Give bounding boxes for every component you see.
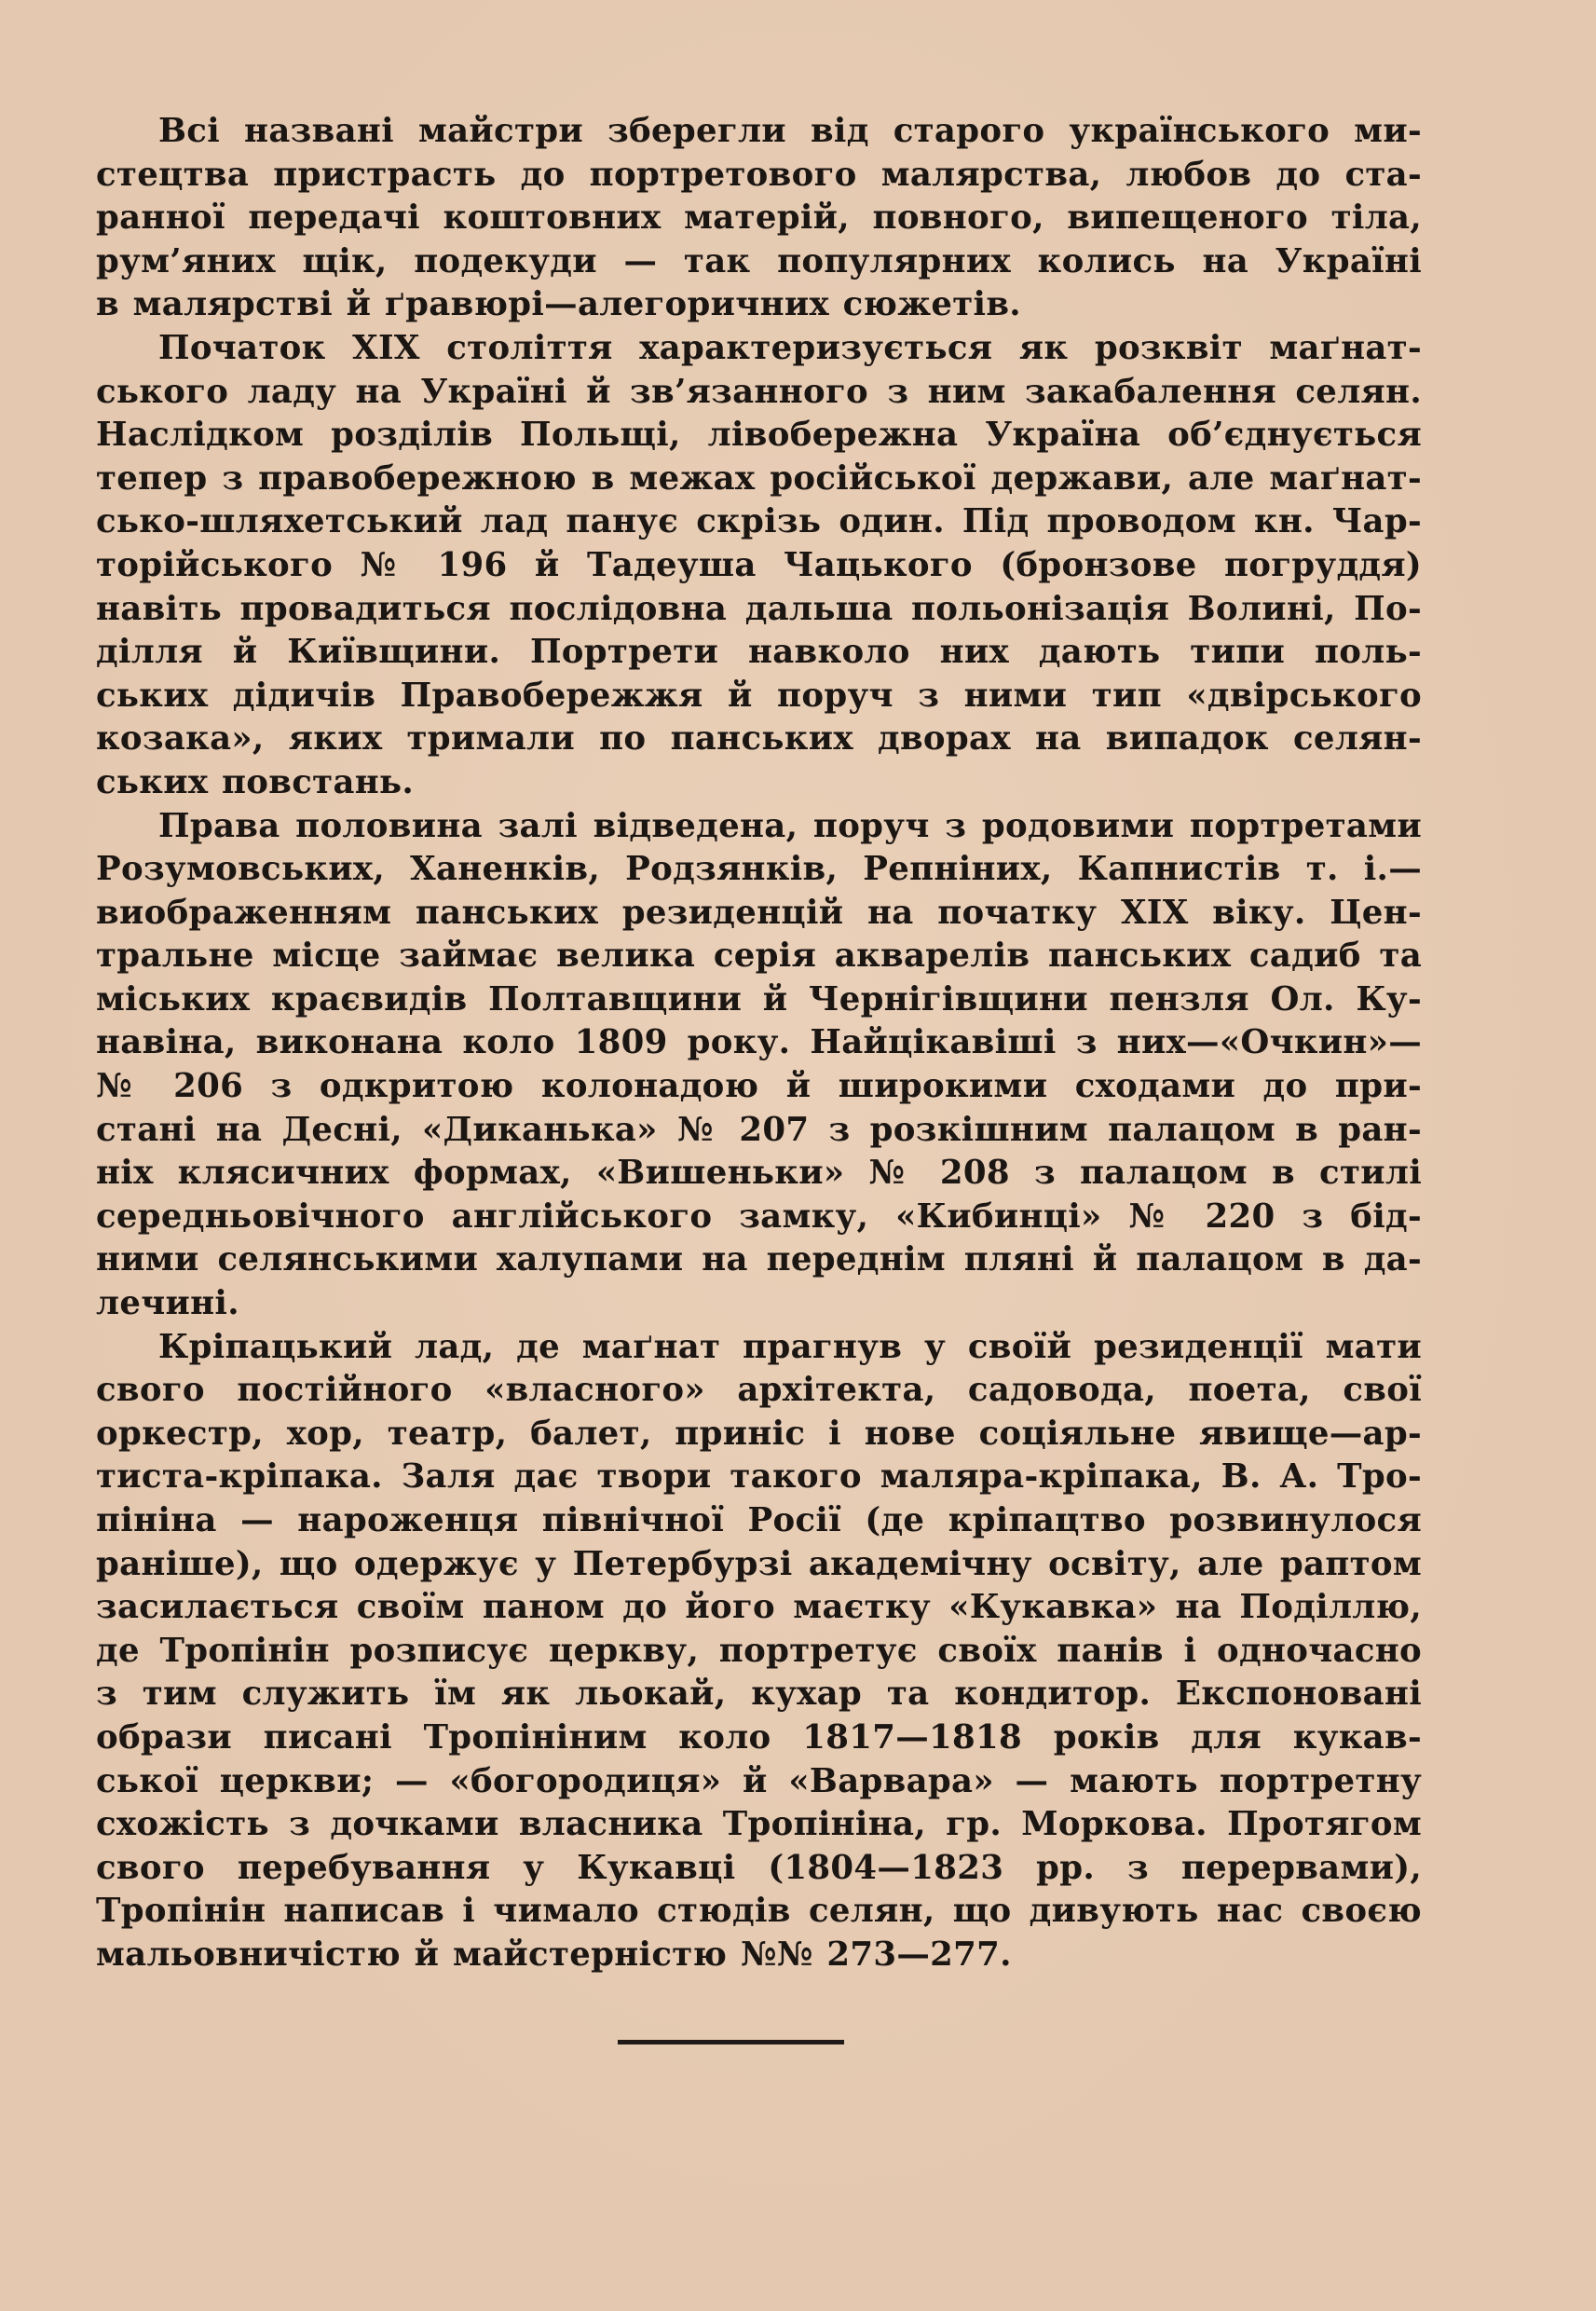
paragraph-3 bbox=[34, 805, 1422, 1326]
text-line: тиста-кріпака. Заля дає твори такого маляра-кріпака, В. А. Тро- bbox=[96, 1457, 1422, 1497]
text-line: з тим служить їм як льокай, кухар та кондитор. Експоновані bbox=[96, 1675, 1422, 1714]
text-line: середньовічного англійського замку, «Кибинці» № 220 з бід- bbox=[96, 1197, 1422, 1236]
page-text bbox=[34, 110, 1422, 1977]
text-line: сько-шляхетський лад панує скрізь один. Під проводом кн. Чар- bbox=[96, 502, 1422, 541]
text-line: Початок XIX століття характеризується як розквіт маґнат- bbox=[158, 328, 1422, 367]
text-line: ними селянськими халупами на переднім пляні й палацом в да- bbox=[96, 1240, 1422, 1279]
text-line: виображенням панських резиденцій на початку XIX віку. Цен- bbox=[96, 893, 1422, 932]
text-line: козака», яких тримали по панських дворах на випадок селян- bbox=[96, 719, 1422, 759]
text-line: № 206 з одкритою колонадою й широкими сходами до при- bbox=[96, 1067, 1422, 1106]
text-line: де Тропінін розписує церкву, портретує своїх панів і одночасно bbox=[96, 1631, 1422, 1670]
text-line: Кріпацький лад, де маґнат прагнув у своїй резиденції мати bbox=[158, 1327, 1422, 1366]
text-line: ділля й Київщини. Портрети навколо них дають типи поль- bbox=[96, 633, 1422, 672]
text-line: тепер з правобережною в межах російської держави, але маґнат- bbox=[96, 458, 1422, 498]
text-line: ських повстань. bbox=[96, 762, 415, 801]
text-line: рум’яних щік, подекуди — так популярних колись на Україні bbox=[96, 241, 1422, 280]
text-line: в малярстві й ґравюрі—алегоричних сюжетів. bbox=[96, 285, 1021, 324]
text-line: навіна, виконана коло 1809 року. Найцікавіші з них—«Очкин»— bbox=[96, 1023, 1422, 1062]
text-line: схожість з дочками власника Тропініна, гр. Моркова. Протягом bbox=[96, 1805, 1422, 1844]
text-line: ського ладу на Україні й зв’язанного з ним закабалення селян. bbox=[96, 372, 1422, 411]
paragraph-1 bbox=[34, 110, 1422, 327]
end-rule bbox=[618, 2040, 844, 2044]
text-line: Наслідком розділів Польщі, лівобережна Україна об’єднується bbox=[96, 416, 1422, 455]
text-line: раніше), що одержує у Петербурзі академічну освіту, але раптом bbox=[96, 1544, 1422, 1583]
text-line: Всі названі майстри зберегли від старого українського ми- bbox=[158, 112, 1422, 150]
text-line: ніх клясичних формах, «Вишеньки» № 208 з палацом в стилі bbox=[96, 1154, 1422, 1193]
text-line: стецтва пристрасть до портретового малярства, любов до ста- bbox=[96, 155, 1422, 194]
text-line: лечині. bbox=[96, 1284, 239, 1323]
text-line: оркестр, хор, театр, балет, приніс і нове соціяльне явище—ар- bbox=[96, 1414, 1422, 1453]
text-line: стані на Десні, «Диканька» № 207 з розкішним палацом в ран- bbox=[96, 1110, 1422, 1149]
text-line: мальовничістю й майстерністю №№ 273—277. bbox=[96, 1935, 1012, 1974]
text-line: ської церкви; — «богородиця» й «Варвара» — мають портретну bbox=[96, 1761, 1422, 1800]
text-line: засилається своїм паном до його маєтку «Кукавка» на Поділлю, bbox=[96, 1588, 1422, 1627]
text-line: Права половина залі відведена, поруч з родовими портретами bbox=[158, 806, 1422, 845]
text-line: Розумовських, Ханенків, Родзянків, Репніних, Капнистів т. і.— bbox=[96, 850, 1422, 889]
text-line: тральне місце займає велика серія акварелів панських садиб та bbox=[96, 937, 1422, 976]
text-line: Тропінін написав і чимало стюдів селян, що дивують нас своєю bbox=[96, 1892, 1422, 1931]
text-line: образи писані Тропініним коло 1817—1818 років для кукав- bbox=[96, 1717, 1422, 1757]
text-line: ранної передачі коштовних матерій, повного, випещеного тіла, bbox=[96, 198, 1422, 238]
paragraph-2 bbox=[34, 327, 1422, 805]
text-line: ських дідичів Правобережжя й поруч з ними тип «двірського bbox=[96, 676, 1422, 715]
text-line: навіть провадиться послідовна дальша польонізація Волині, По- bbox=[96, 589, 1422, 628]
paragraph-4 bbox=[34, 1326, 1422, 1977]
text-line: свого перебування у Кукавці (1804—1823 рр. з перервами), bbox=[96, 1848, 1422, 1887]
text-line: міських краєвидів Полтавщини й Чернігівщини пензля Ол. Ку- bbox=[96, 979, 1422, 1019]
text-line: свого постійного «власного» архітекта, садовода, поета, свої bbox=[96, 1371, 1422, 1410]
text-line: пініна — нароженця північної Росії (де кріпацтво розвинулося bbox=[96, 1501, 1422, 1539]
text-line: торійського № 196 й Тадеуша Чацького (бронзове погруддя) bbox=[96, 545, 1422, 584]
